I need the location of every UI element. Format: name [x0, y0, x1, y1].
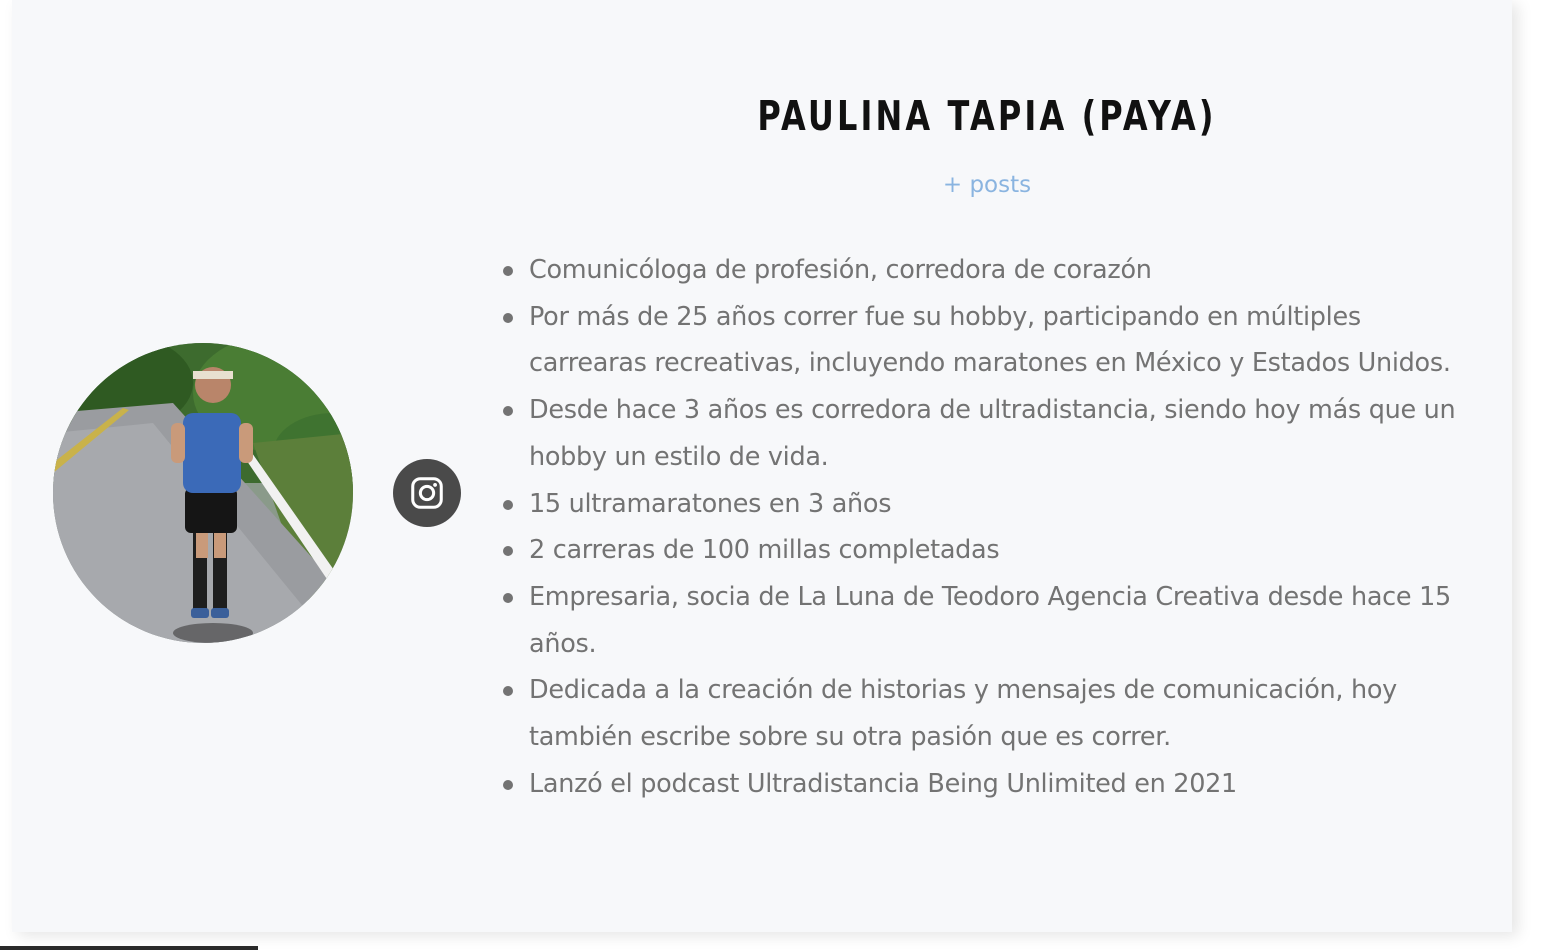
scroll-indicator	[0, 946, 258, 950]
instagram-button[interactable]	[393, 459, 461, 527]
bio-item: 2 carreras de 100 millas completadas	[529, 527, 1469, 574]
bio-item: 15 ultramaratones en 3 años	[529, 481, 1469, 528]
bio-item: Lanzó el podcast Ultradistancia Being Unlimited en 2021	[529, 761, 1469, 808]
bio-item: Dedicada a la creación de historias y mensajes de comunicación, hoy también escribe sobre su otra pasión que es correr.	[529, 667, 1469, 760]
bio-item: Comunicóloga de profesión, corredora de corazón	[529, 247, 1469, 294]
runner-photo	[53, 343, 353, 643]
avatar	[53, 343, 353, 643]
bio-item: Empresaria, socia de La Luna de Teodoro Agencia Creativa desde hace 15 años.	[529, 574, 1469, 667]
author-name: PAULINA TAPIA (PAYA)	[757, 92, 1217, 140]
posts-link[interactable]: + posts	[942, 172, 1032, 198]
instagram-icon	[408, 474, 446, 512]
bio-item: Por más de 25 años correr fue su hobby, participando en múltiples carrearas recreativas, incluyendo maratones en México y Estados Unidos.	[529, 294, 1469, 387]
author-card	[12, 0, 1512, 932]
bio-item: Desde hace 3 años es corredora de ultradistancia, siendo hoy más que un hobby un estilo de vida.	[529, 387, 1469, 480]
bio-list	[529, 247, 1469, 807]
